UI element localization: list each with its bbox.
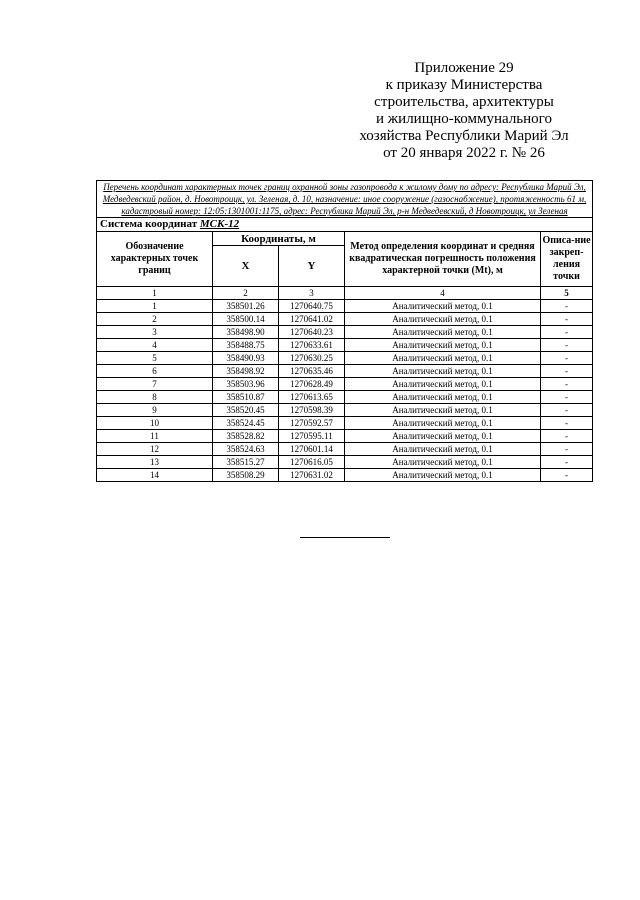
table-body bbox=[97, 300, 593, 482]
coord-x: 358510.87 bbox=[213, 391, 279, 404]
method: Аналитический метод, 0.1 bbox=[345, 365, 541, 378]
coordinate-system-label: Система координат bbox=[100, 218, 198, 230]
method: Аналитический метод, 0.1 bbox=[345, 417, 541, 430]
point-number: 12 bbox=[97, 443, 213, 456]
table-row bbox=[97, 339, 593, 352]
appendix-line: и жилищно-коммунального bbox=[376, 111, 552, 127]
method: Аналитический метод, 0.1 bbox=[345, 352, 541, 365]
appendix-line: к приказу Министерства bbox=[385, 77, 543, 93]
appendix-line: хозяйства Республики Марий Эл bbox=[359, 128, 569, 144]
coord-x: 358508.29 bbox=[213, 469, 279, 482]
header-y: Y bbox=[279, 246, 345, 287]
column-number: 1 bbox=[97, 287, 213, 300]
coord-y: 1270640.23 bbox=[279, 326, 345, 339]
description: - bbox=[541, 339, 593, 352]
method: Аналитический метод, 0.1 bbox=[345, 378, 541, 391]
coord-y: 1270635.46 bbox=[279, 365, 345, 378]
coord-x: 358515.27 bbox=[213, 456, 279, 469]
description: - bbox=[541, 352, 593, 365]
description: - bbox=[541, 443, 593, 456]
table-caption: Перечень координат характерных точек границ охранной зоны газопровода к жилому дому по адресу: Республика Марий Эл, Медведевский район, д. Новотроицк, ул. Зеленая, д. 10, назначение: иное сооружение (газоснабжение), протяженность 61 м, кадастровый номер: 12:05:1301001:1175, адрес: Республика Марий Эл, р-н Медведевский, д Новотроицк, ул Зеленая bbox=[97, 181, 593, 218]
point-number: 1 bbox=[97, 300, 213, 313]
table-row bbox=[97, 378, 593, 391]
coord-y: 1270640.75 bbox=[279, 300, 345, 313]
coord-y: 1270616.05 bbox=[279, 456, 345, 469]
point-number: 5 bbox=[97, 352, 213, 365]
closing-rule bbox=[300, 537, 390, 538]
coord-y: 1270613.65 bbox=[279, 391, 345, 404]
description: - bbox=[541, 300, 593, 313]
point-number: 13 bbox=[97, 456, 213, 469]
point-number: 4 bbox=[97, 339, 213, 352]
point-number: 7 bbox=[97, 378, 213, 391]
header-point: Обозначение характерных точек границ bbox=[97, 232, 213, 287]
point-number: 2 bbox=[97, 313, 213, 326]
method: Аналитический метод, 0.1 bbox=[345, 326, 541, 339]
table-row bbox=[97, 313, 593, 326]
method: Аналитический метод, 0.1 bbox=[345, 456, 541, 469]
appendix-header bbox=[344, 60, 584, 162]
point-number: 14 bbox=[97, 469, 213, 482]
method: Аналитический метод, 0.1 bbox=[345, 443, 541, 456]
appendix-line: строительства, архитектуры bbox=[374, 94, 554, 110]
point-number: 10 bbox=[97, 417, 213, 430]
method: Аналитический метод, 0.1 bbox=[345, 313, 541, 326]
coordinates-table bbox=[96, 180, 593, 482]
method: Аналитический метод, 0.1 bbox=[345, 469, 541, 482]
table-row bbox=[97, 300, 593, 313]
description: - bbox=[541, 456, 593, 469]
coord-x: 358498.90 bbox=[213, 326, 279, 339]
description: - bbox=[541, 365, 593, 378]
table-row bbox=[97, 469, 593, 482]
description: - bbox=[541, 313, 593, 326]
coord-y: 1270598.39 bbox=[279, 404, 345, 417]
description: - bbox=[541, 469, 593, 482]
coord-y: 1270595.11 bbox=[279, 430, 345, 443]
point-number: 8 bbox=[97, 391, 213, 404]
coord-y: 1270601.14 bbox=[279, 443, 345, 456]
coord-x: 358501.26 bbox=[213, 300, 279, 313]
description: - bbox=[541, 391, 593, 404]
point-number: 6 bbox=[97, 365, 213, 378]
appendix-line: Приложение 29 bbox=[414, 60, 514, 76]
coord-x: 358500.14 bbox=[213, 313, 279, 326]
method: Аналитический метод, 0.1 bbox=[345, 391, 541, 404]
method: Аналитический метод, 0.1 bbox=[345, 339, 541, 352]
table-row bbox=[97, 326, 593, 339]
column-number: 4 bbox=[345, 287, 541, 300]
description: - bbox=[541, 378, 593, 391]
coord-x: 358490.93 bbox=[213, 352, 279, 365]
description: - bbox=[541, 430, 593, 443]
coord-x: 358503.96 bbox=[213, 378, 279, 391]
description: - bbox=[541, 326, 593, 339]
coord-x: 358520.45 bbox=[213, 404, 279, 417]
coord-y: 1270631.02 bbox=[279, 469, 345, 482]
coord-y: 1270592.57 bbox=[279, 417, 345, 430]
column-number-row bbox=[97, 287, 593, 300]
column-number: 3 bbox=[279, 287, 345, 300]
table-row bbox=[97, 443, 593, 456]
header-x: X bbox=[213, 246, 279, 287]
point-number: 3 bbox=[97, 326, 213, 339]
coord-y: 1270633.61 bbox=[279, 339, 345, 352]
table-row bbox=[97, 456, 593, 469]
column-number: 2 bbox=[213, 287, 279, 300]
header-description: Описа-ние закреп-ления точки bbox=[541, 232, 593, 287]
point-number: 9 bbox=[97, 404, 213, 417]
coord-y: 1270641.02 bbox=[279, 313, 345, 326]
table-row bbox=[97, 352, 593, 365]
header-method: Метод определения координат и средняя квадратическая погрешность положения характерной точки (Mt), м bbox=[345, 232, 541, 287]
table-row bbox=[97, 391, 593, 404]
description: - bbox=[541, 404, 593, 417]
coord-x: 358524.63 bbox=[213, 443, 279, 456]
appendix-line: от 20 января 2022 г. № 26 bbox=[383, 145, 545, 161]
method: Аналитический метод, 0.1 bbox=[345, 404, 541, 417]
coord-x: 358488.75 bbox=[213, 339, 279, 352]
table-row bbox=[97, 404, 593, 417]
description: - bbox=[541, 417, 593, 430]
column-number: 5 bbox=[541, 287, 593, 300]
table-row bbox=[97, 417, 593, 430]
header-coords: Координаты, м bbox=[213, 232, 345, 246]
point-number: 11 bbox=[97, 430, 213, 443]
method: Аналитический метод, 0.1 bbox=[345, 430, 541, 443]
coord-y: 1270630.25 bbox=[279, 352, 345, 365]
method: Аналитический метод, 0.1 bbox=[345, 300, 541, 313]
coord-x: 358498.92 bbox=[213, 365, 279, 378]
coord-y: 1270628.49 bbox=[279, 378, 345, 391]
coordinate-system bbox=[97, 218, 593, 232]
coord-x: 358528.82 bbox=[213, 430, 279, 443]
coordinate-system-value: МСК-12 bbox=[199, 218, 240, 230]
coord-x: 358524.45 bbox=[213, 417, 279, 430]
table-row bbox=[97, 430, 593, 443]
table-row bbox=[97, 365, 593, 378]
